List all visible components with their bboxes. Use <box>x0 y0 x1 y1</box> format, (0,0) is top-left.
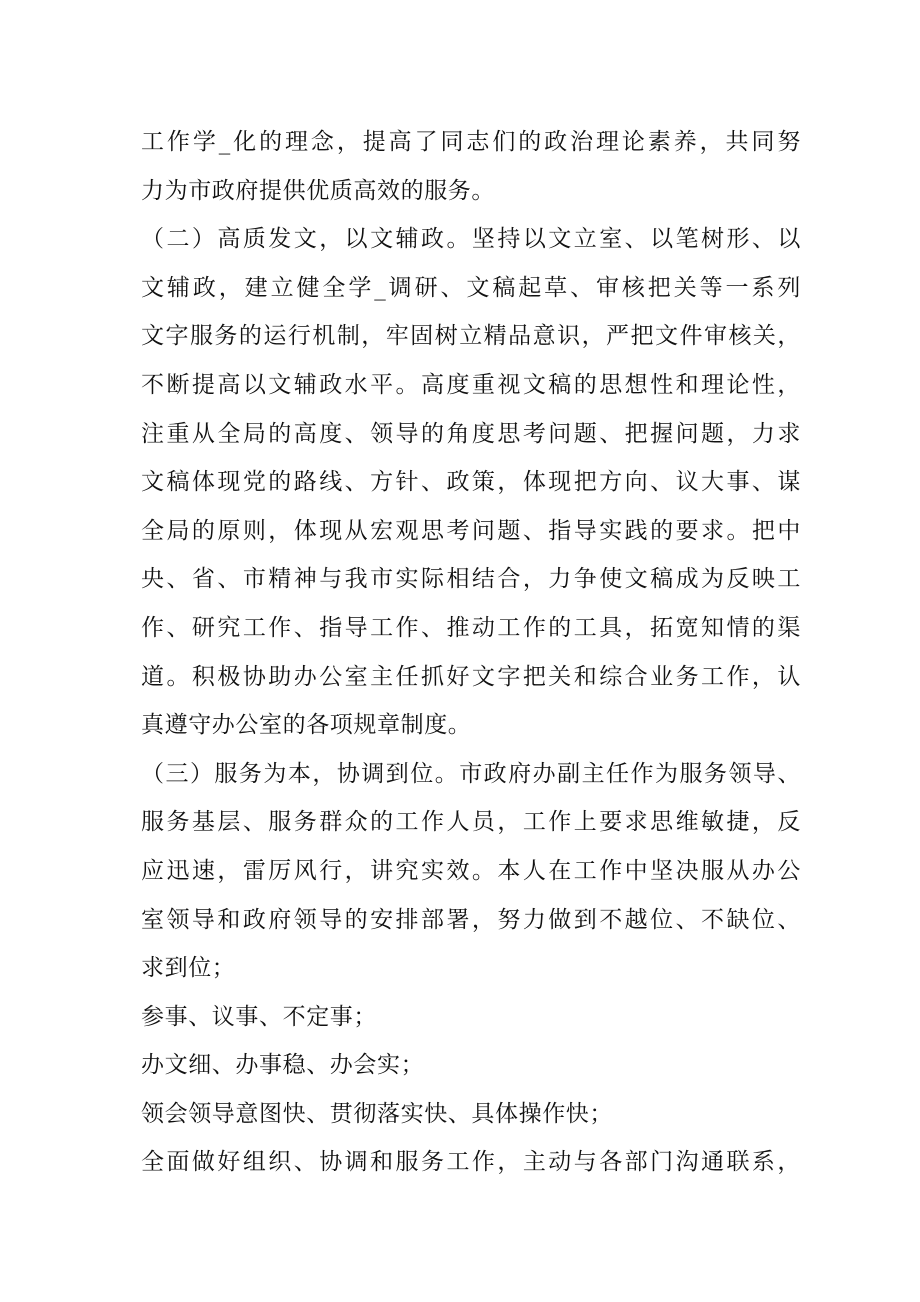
text-line: （三）服务为本，协调到位。市政府办副主任作为服务领导、 <box>141 760 801 787</box>
text-line: 道。积极协助办公室主任抓好文字把关和综合业务工作，认 <box>141 663 801 690</box>
text-line: 工作学_化的理念，提高了同志们的政治理论素养，共同努 <box>141 129 801 155</box>
text-line: 文字服务的运行机制，牢固树立精品意识，严把文件审核关， <box>141 323 801 350</box>
text-line: 央、省、市精神与我市实际相结合，力争使文稿成为反映工 <box>141 566 801 593</box>
text-line: 不断提高以文辅政水平。高度重视文稿的思想性和理论性， <box>141 371 801 398</box>
text-line: 文稿体现党的路线、方针、政策，体现把方向、议大事、谋 <box>141 469 801 496</box>
text-line: 文辅政，建立健全学_调研、文稿起草、审核把关等一系列 <box>141 274 801 301</box>
text-line: 办文细、办事稳、办会实； <box>141 1052 425 1079</box>
text-line: 服务基层、服务群众的工作人员，工作上要求思维敏捷，反 <box>141 809 801 836</box>
text-line: 求到位； <box>141 955 236 982</box>
text-line: 作、研究工作、指导工作、推动工作的工具，拓宽知情的渠 <box>141 614 801 641</box>
text-line: 注重从全局的高度、领导的角度思考问题、把握问题，力求 <box>141 420 801 447</box>
text-line: 力为市政府提供优质高效的服务。 <box>141 177 495 204</box>
text-line: 全局的原则，体现从宏观思考问题、指导实践的要求。把中 <box>141 517 801 544</box>
text-line: 真遵守办公室的各项规章制度。 <box>141 712 472 739</box>
text-line: （二）高质发文，以文辅政。坚持以文立室、以笔树形、以 <box>141 226 801 253</box>
text-line: 应迅速，雷厉风行，讲究实效。本人在工作中坚决服从办公 <box>141 857 801 884</box>
text-line: 全面做好组织、协调和服务工作，主动与各部门沟通联系， <box>141 1149 801 1176</box>
document-body <box>141 118 801 1187</box>
text-line: 参事、议事、不定事； <box>141 1003 377 1030</box>
text-line: 领会领导意图快、贯彻落实快、具体操作快； <box>141 1100 613 1127</box>
text-line: 室领导和政府领导的安排部署，努力做到不越位、不缺位、 <box>141 906 801 933</box>
